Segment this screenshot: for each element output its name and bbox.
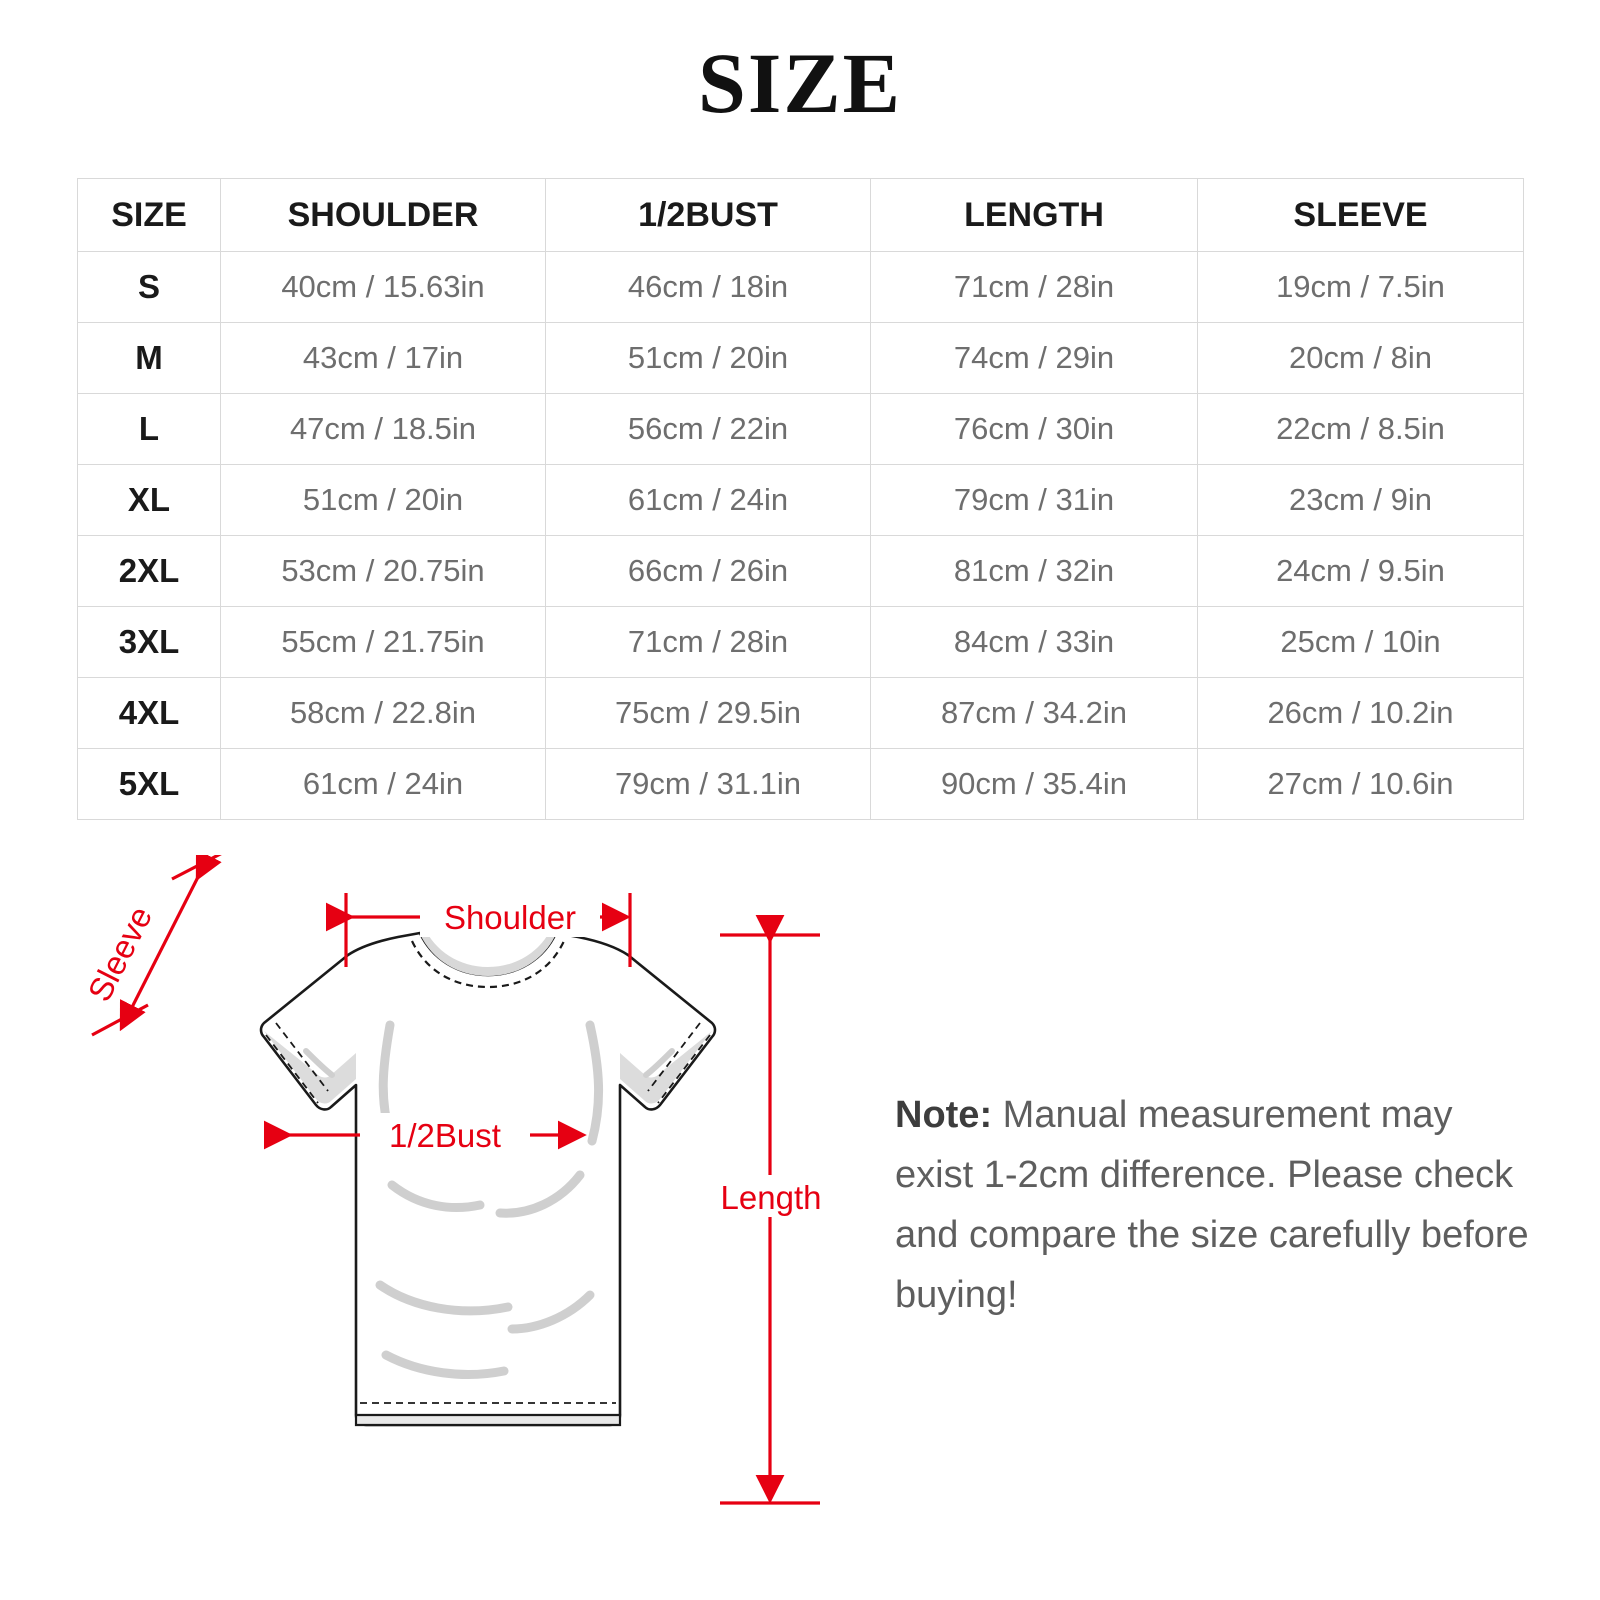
cell-size: M: [78, 323, 221, 394]
shoulder-label: Shoulder: [443, 899, 577, 936]
table-row: [78, 323, 1524, 394]
cell-length: 90cm / 35.4in: [871, 749, 1198, 820]
cell-length: 81cm / 32in: [871, 536, 1198, 607]
cell-bust: 51cm / 20in: [546, 323, 871, 394]
table-row: [78, 678, 1524, 749]
page-title: SIZE: [697, 35, 903, 131]
cell-sleeve: 24cm / 9.5in: [1198, 536, 1524, 607]
column-header-sleeve: SLEEVE: [1198, 179, 1524, 252]
table-row: [78, 394, 1524, 465]
cell-bust: 66cm / 26in: [546, 536, 871, 607]
cell-shoulder: 58cm / 22.8in: [221, 678, 546, 749]
cell-shoulder: 51cm / 20in: [221, 465, 546, 536]
table-row: [78, 536, 1524, 607]
length-label: Length: [720, 1179, 822, 1216]
table-header-row: [78, 179, 1524, 252]
note-block: [895, 1085, 1535, 1325]
note-label: Note:: [895, 1094, 993, 1136]
cell-bust: 61cm / 24in: [546, 465, 871, 536]
cell-bust: 46cm / 18in: [546, 252, 871, 323]
tshirt-measurement-diagram: [60, 855, 860, 1555]
table-row: [78, 607, 1524, 678]
cell-size: S: [78, 252, 221, 323]
table-row: [78, 252, 1524, 323]
size-table-container: [77, 178, 1523, 820]
cell-shoulder: 40cm / 15.63in: [221, 252, 546, 323]
cell-size: 4XL: [78, 678, 221, 749]
cell-sleeve: 22cm / 8.5in: [1198, 394, 1524, 465]
cell-size: 5XL: [78, 749, 221, 820]
cell-shoulder: 53cm / 20.75in: [221, 536, 546, 607]
cell-shoulder: 55cm / 21.75in: [221, 607, 546, 678]
cell-bust: 79cm / 31.1in: [546, 749, 871, 820]
column-header-shoulder: SHOULDER: [221, 179, 546, 252]
size-table: [77, 178, 1524, 820]
cell-length: 74cm / 29in: [871, 323, 1198, 394]
cell-shoulder: 43cm / 17in: [221, 323, 546, 394]
cell-length: 84cm / 33in: [871, 607, 1198, 678]
column-header-bust: 1/2BUST: [546, 179, 871, 252]
cell-shoulder: 47cm / 18.5in: [221, 394, 546, 465]
cell-sleeve: 19cm / 7.5in: [1198, 252, 1524, 323]
cell-size: XL: [78, 465, 221, 536]
cell-size: 2XL: [78, 536, 221, 607]
cell-bust: 71cm / 28in: [546, 607, 871, 678]
cell-shoulder: 61cm / 24in: [221, 749, 546, 820]
note-text: Manual measurement may exist 1-2cm difference. Please check and compare the size carefully before buying!: [895, 1094, 1529, 1317]
column-header-size: SIZE: [78, 179, 221, 252]
cell-size: L: [78, 394, 221, 465]
tshirt-illustration: [261, 933, 715, 1425]
cell-length: 87cm / 34.2in: [871, 678, 1198, 749]
cell-sleeve: 27cm / 10.6in: [1198, 749, 1524, 820]
cell-sleeve: 20cm / 8in: [1198, 323, 1524, 394]
cell-sleeve: 26cm / 10.2in: [1198, 678, 1524, 749]
bust-label: 1/2Bust: [389, 1117, 501, 1154]
cell-bust: 56cm / 22in: [546, 394, 871, 465]
cell-sleeve: 23cm / 9in: [1198, 465, 1524, 536]
cell-length: 71cm / 28in: [871, 252, 1198, 323]
length-measure-arrow: [720, 935, 820, 1503]
column-header-length: LENGTH: [871, 179, 1198, 252]
cell-sleeve: 25cm / 10in: [1198, 607, 1524, 678]
cell-size: 3XL: [78, 607, 221, 678]
cell-length: 79cm / 31in: [871, 465, 1198, 536]
cell-length: 76cm / 30in: [871, 394, 1198, 465]
table-row: [78, 749, 1524, 820]
cell-bust: 75cm / 29.5in: [546, 678, 871, 749]
sleeve-label: Sleeve: [80, 900, 160, 1008]
table-row: [78, 465, 1524, 536]
